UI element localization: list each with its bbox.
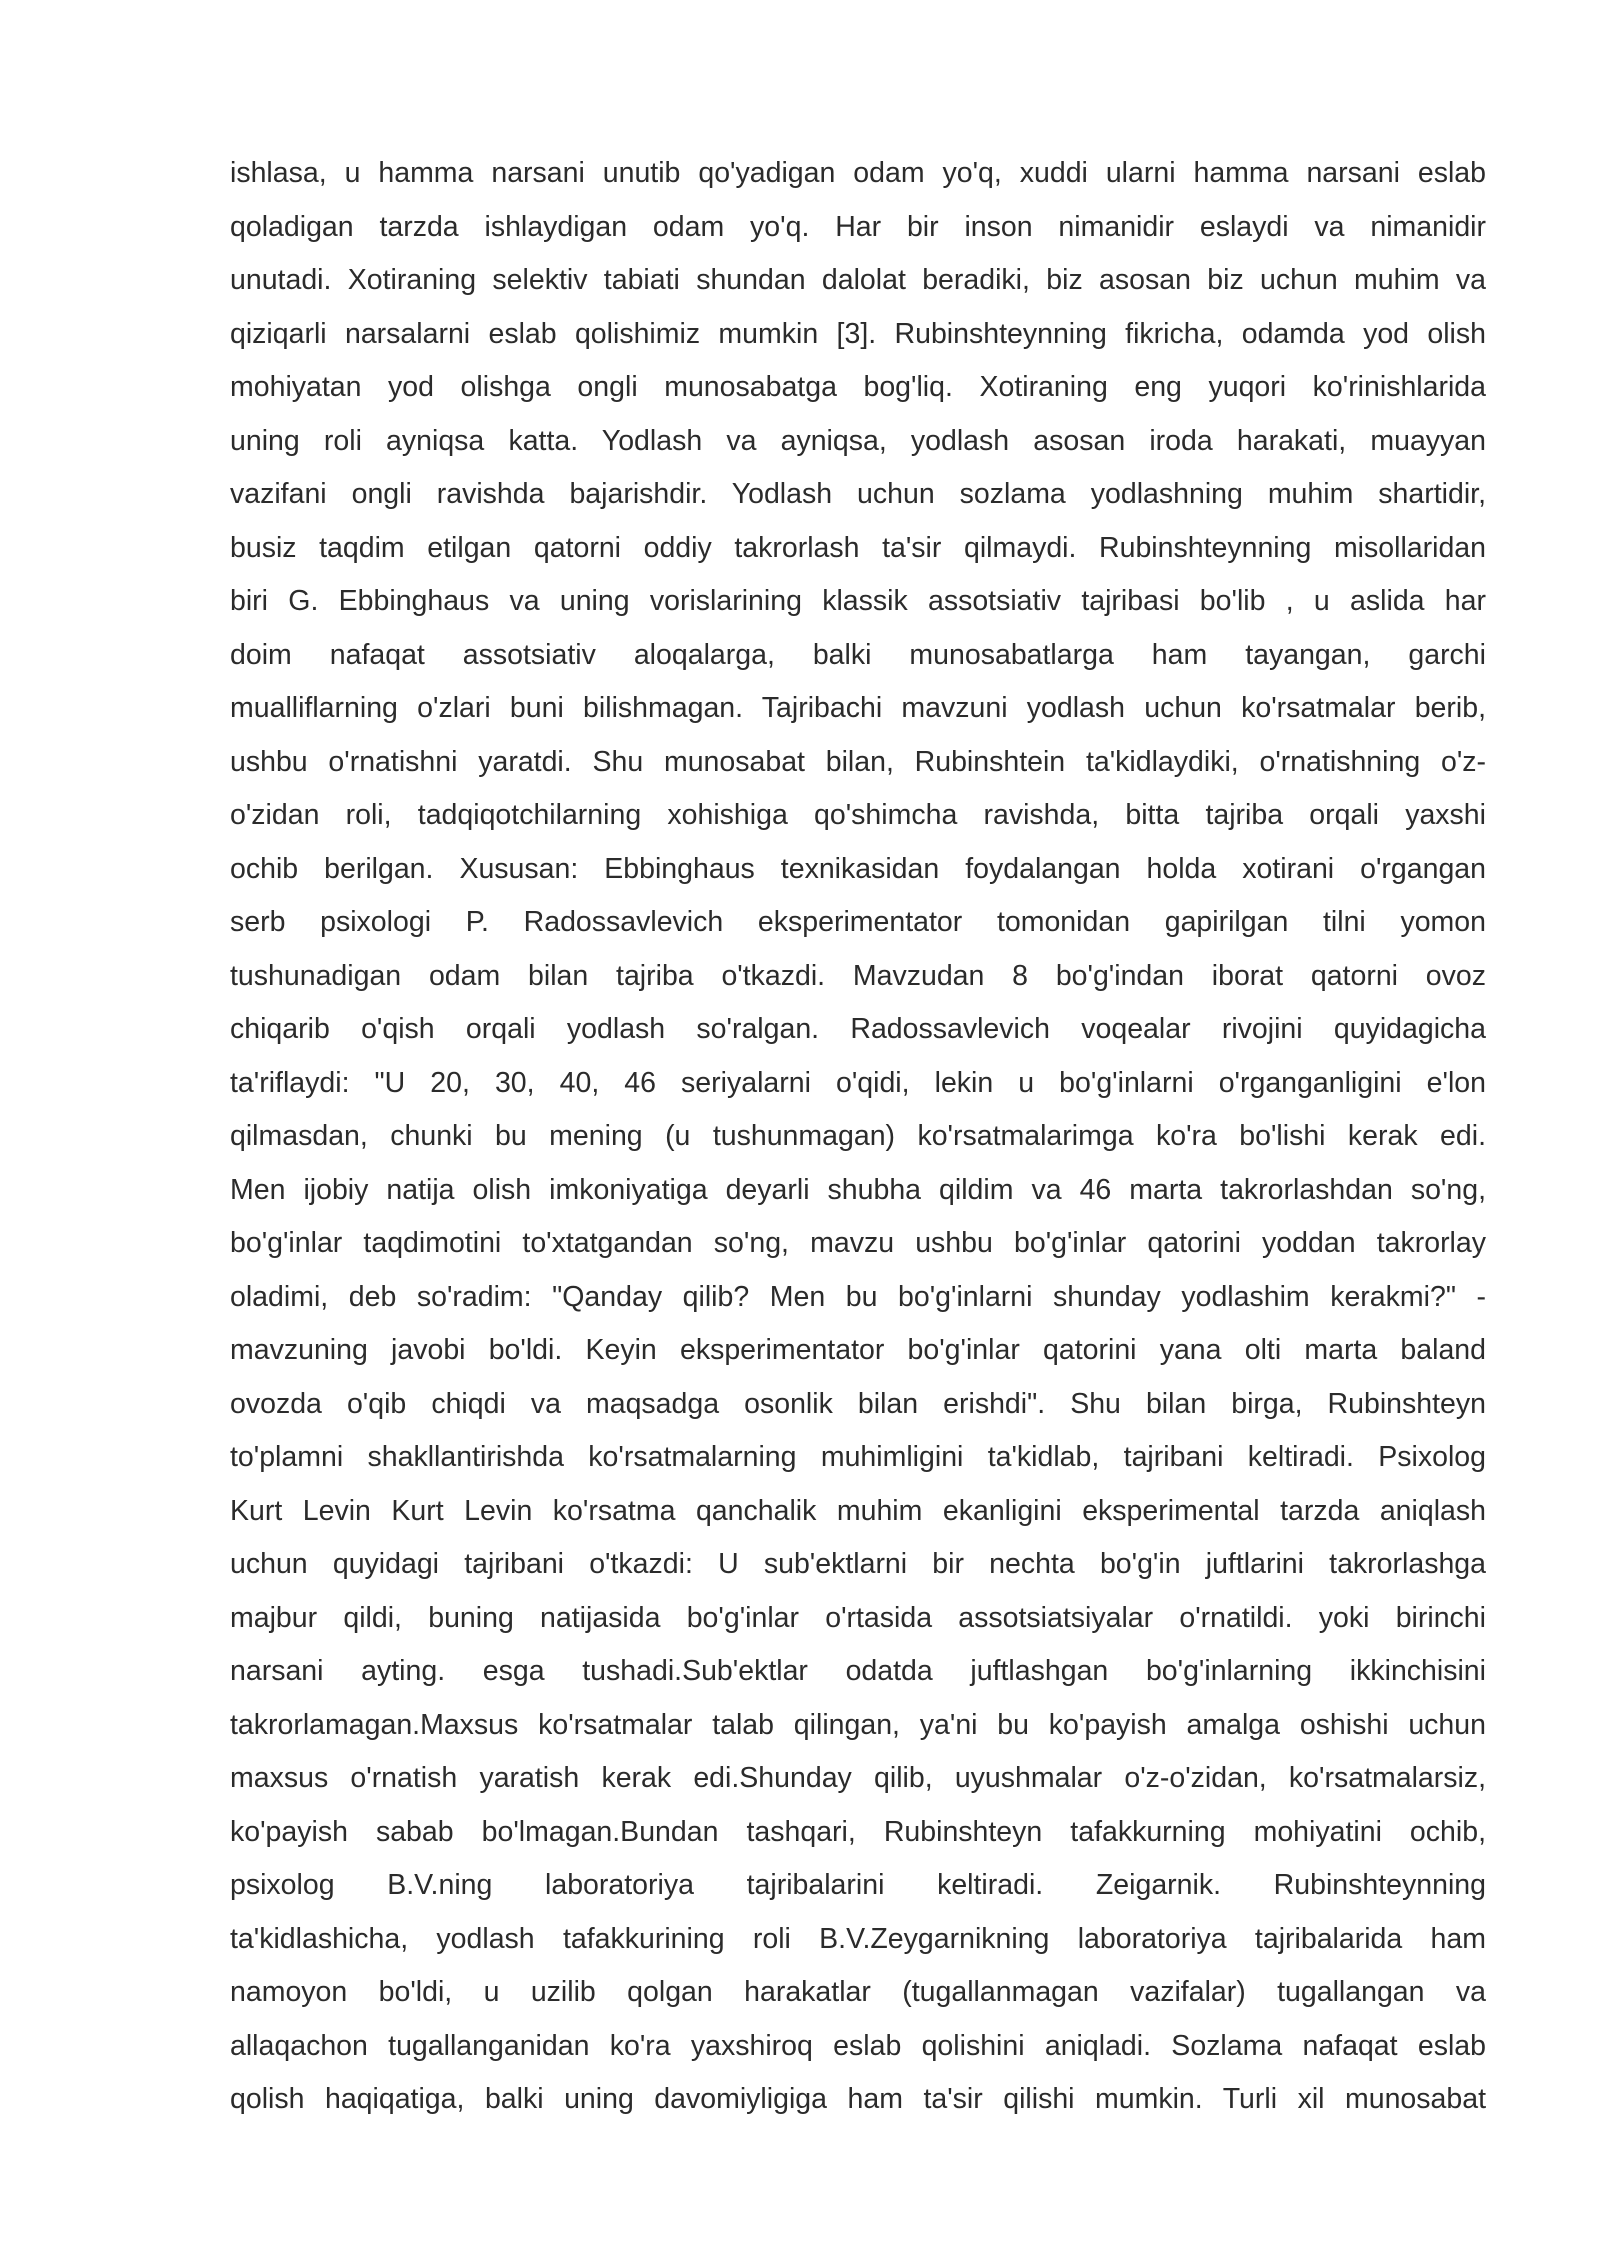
text-line: qiziqarli narsalarni eslab qolishimiz mumkin [3]. Rubinshteynning fikricha, odamda yod olish [230, 317, 1486, 350]
text-line: allaqachon tugallanganidan ko'ra yaxshiroq eslab qolishini aniqladi. Sozlama nafaqat eslab [230, 2029, 1486, 2062]
text-line: biri G. Ebbinghaus va uning vorislarining klassik assotsiativ tajribasi bo'lib , u aslida har [230, 585, 1486, 617]
text-line: mavzuning javobi bo'ldi. Keyin eksperimentator bo'g'inlar qatorini yana olti marta baland [230, 1334, 1486, 1366]
text-line: takrorlamagan.Maxsus ko'rsatmalar talab qilingan, ya'ni bu ko'payish amalga oshishi uchun [230, 1708, 1486, 1741]
text-line: narsani ayting. esga tushadi.Sub'ektlar odatda juftlashgan bo'g'inlarning ikkinchisini [230, 1655, 1486, 1687]
text-line: ushbu o'rnatishni yaratdi. Shu munosabat bilan, Rubinshtein ta'kidlaydiki, o'rnatishning o'z- [230, 745, 1486, 778]
text-line: o'zidan roli, tadqiqotchilarning xohishiga qo'shimcha ravishda, bitta tajriba orqali yaxshi [230, 799, 1486, 831]
text-line: uchun quyidagi tajribani o'tkazdi: U sub'ektlarni bir nechta bo'g'in juftlarini takrorlashga [230, 1548, 1486, 1580]
text-line: Men ijobiy natija olish imkoniyatiga deyarli shubha qildim va 46 marta takrorlashdan so'ng, [230, 1173, 1486, 1206]
text-line: uning roli ayniqsa katta. Yodlash va ayniqsa, yodlash asosan iroda harakati, muayyan [230, 424, 1486, 457]
text-line: qoladigan tarzda ishlaydigan odam yo'q. Har bir inson nimanidir eslaydi va nimanidir [230, 210, 1486, 243]
text-line: maxsus o'rnatish yaratish kerak edi.Shunday qilib, uyushmalar o'z-o'zidan, ko'rsatmalarsiz, [230, 1762, 1486, 1794]
text-line: majbur qildi, buning natijasida bo'g'inlar o'rtasida assotsiatsiyalar o'rnatildi. yoki birinchi [230, 1601, 1486, 1634]
text-line: psixolog B.V.ning laboratoriya tajribalarini keltiradi. Zeigarnik. Rubinshteynning [230, 1869, 1486, 1901]
text-line: mohiyatan yod olishga ongli munosabatga bog'liq. Xotiraning eng yuqori ko'rinishlarida [230, 371, 1486, 403]
text-line: qilmasdan, chunki bu mening (u tushunmagan) ko'rsatmalarimga ko'ra bo'lishi kerak edi. [230, 1120, 1486, 1152]
text-line: chiqarib o'qish orqali yodlash so'ralgan. Radossavlevich voqealar rivojini quyidagicha [230, 1013, 1486, 1045]
text-line: Kurt Levin Kurt Levin ko'rsatma qanchalik muhim ekanligini eksperimental tarzda aniqlash [230, 1494, 1486, 1527]
text-line: unutadi. Xotiraning selektiv tabiati shundan dalolat beradiki, biz asosan biz uchun muhim va [230, 264, 1486, 296]
text-line: serb psixologi P. Radossavlevich eksperimentator tomonidan gapirilgan tilni yomon [230, 906, 1486, 938]
text-line: qolish haqiqatiga, balki uning davomiyligiga ham ta'sir qilishi mumkin. Turli xil munosabat [230, 2083, 1486, 2115]
text-line: mualliflarning o'zlari buni bilishmagan. Tajribachi mavzuni yodlash uchun ko'rsatmalar berib, [230, 692, 1486, 724]
text-line: ta'kidlashicha, yodlash tafakkurining roli B.V.Zeygarnikning laboratoriya tajribalarida ham [230, 1922, 1486, 1955]
text-line: namoyon bo'ldi, u uzilib qolgan harakatlar (tugallanmagan vazifalar) tugallangan va [230, 1976, 1486, 2008]
text-line: bo'g'inlar taqdimotini to'xtatgandan so'ng, mavzu ushbu bo'g'inlar qatorini yoddan takrorlay [230, 1227, 1486, 1259]
body-paragraph [230, 147, 1486, 2127]
text-line: to'plamni shakllantirishda ko'rsatmalarning muhimligini ta'kidlab, tajribani keltiradi. Psixolog [230, 1441, 1486, 1473]
text-line: ishlasa, u hamma narsani unutib qo'yadigan odam yo'q, xuddi ularni hamma narsani eslab [230, 157, 1486, 189]
text-line: vazifani ongli ravishda bajarishdir. Yodlash uchun sozlama yodlashning muhim shartidir, [230, 478, 1486, 510]
text-line: ta'riflaydi: "U 20, 30, 40, 46 seriyalarni o'qidi, lekin u bo'g'inlarni o'rganganligini e'lon [230, 1066, 1486, 1099]
text-line: tushunadigan odam bilan tajriba o'tkazdi. Mavzudan 8 bo'g'indan iborat qatorni ovoz [230, 959, 1486, 992]
text-line: busiz taqdim etilgan qatorni oddiy takrorlash ta'sir qilmaydi. Rubinshteynning misollaridan [230, 531, 1486, 564]
text-line: oladimi, deb so'radim: "Qanday qilib? Men bu bo'g'inlarni shunday yodlashim kerakmi?" - [230, 1280, 1486, 1313]
text-line: doim nafaqat assotsiativ aloqalarga, balki munosabatlarga ham tayangan, garchi [230, 638, 1486, 671]
text-line: ko'payish sabab bo'lmagan.Bundan tashqari, Rubinshteyn tafakkurning mohiyatini ochib, [230, 1815, 1486, 1848]
text-line: ochib berilgan. Xususan: Ebbinghaus texnikasidan foydalangan holda xotirani o'rgangan [230, 852, 1486, 885]
text-line: ovozda o'qib chiqdi va maqsadga osonlik bilan erishdi". Shu bilan birga, Rubinshteyn [230, 1387, 1486, 1420]
